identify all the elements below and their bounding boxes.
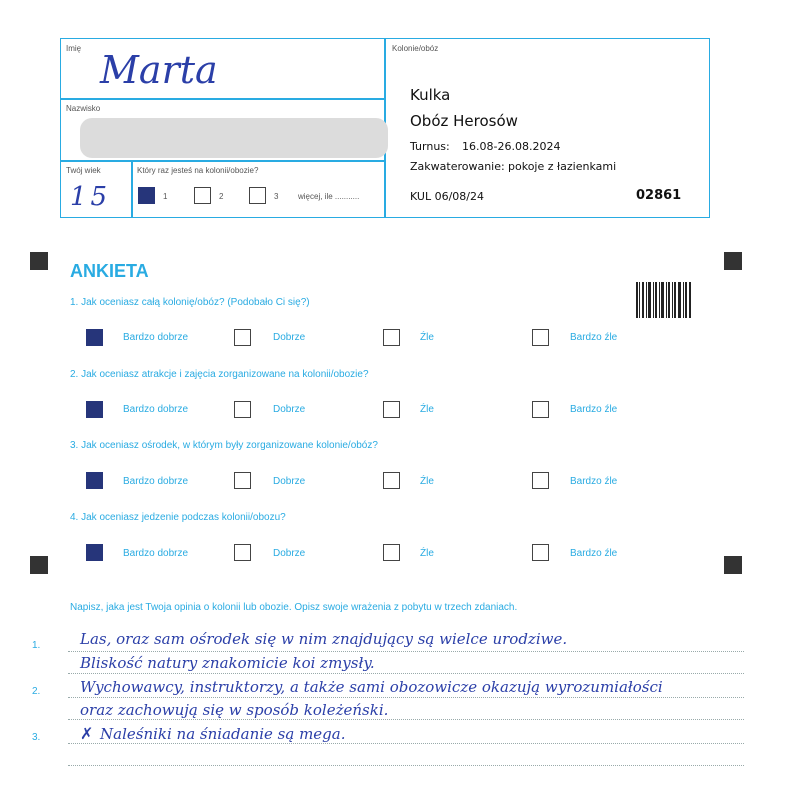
handwritten-answer-2b[interactable]: oraz zachowują się w sposób koleżeński. (80, 701, 389, 719)
q1-checkbox-dobrze[interactable] (234, 329, 251, 346)
form-number: 02861 (636, 188, 682, 203)
ktory-raz-checkbox-3[interactable] (249, 187, 266, 204)
q1-option-bardzo-dobrze: Bardzo dobrze (123, 332, 189, 343)
header-divider-2 (60, 160, 385, 162)
registration-marker-bl (30, 556, 48, 574)
q2-checkbox-dobrze[interactable] (234, 401, 251, 418)
q4-option-zle: Źle (420, 548, 434, 559)
turnus-value: 16.08-26.08.2024 (462, 140, 561, 153)
answer-line-6 (68, 765, 744, 766)
q3-checkbox-zle[interactable] (383, 472, 400, 489)
answer-line-3 (68, 697, 744, 698)
wiek-label: Twój wiek (66, 166, 101, 175)
ktory-raz-checkbox-1[interactable] (138, 187, 155, 204)
q1-checkbox-bardzo-dobrze[interactable] (86, 329, 103, 346)
header-divider-age (131, 160, 133, 218)
q4-checkbox-bardzo-dobrze[interactable] (86, 544, 103, 561)
registration-marker-br (724, 556, 742, 574)
question-4: 4. Jak oceniasz jedzenie podczas kolonii/obozu? (70, 512, 286, 523)
registration-marker-tl (30, 252, 48, 270)
nazwisko-redacted (80, 118, 388, 158)
ktory-raz-option-3: 3 (274, 192, 279, 201)
q4-checkbox-dobrze[interactable] (234, 544, 251, 561)
q2-option-zle: Źle (420, 404, 434, 415)
q3-option-bardzo-zle: Bardzo źle (570, 476, 618, 487)
turnus-label: Turnus: (410, 140, 450, 153)
opinion-number-3: 3. (32, 732, 41, 743)
ktory-raz-checkbox-2[interactable] (194, 187, 211, 204)
q2-option-dobrze: Dobrze (273, 404, 306, 415)
imie-value[interactable]: Marta (100, 48, 218, 92)
crossed-out-mark-icon: ✗ (80, 724, 94, 743)
handwritten-answer-2a[interactable]: Wychowawcy, instruktorzy, a także sami obozowicze okazują wyrozumiałości (80, 678, 663, 696)
q2-checkbox-bardzo-dobrze[interactable] (86, 401, 103, 418)
q3-checkbox-bardzo-dobrze[interactable] (86, 472, 103, 489)
q1-checkbox-zle[interactable] (383, 329, 400, 346)
q1-option-dobrze: Dobrze (273, 332, 306, 343)
barcode-icon (636, 282, 692, 318)
q1-checkbox-bardzo-zle[interactable] (532, 329, 549, 346)
q3-option-bardzo-dobrze: Bardzo dobrze (123, 476, 189, 487)
q4-option-bardzo-dobrze: Bardzo dobrze (123, 548, 189, 559)
answer-line-4 (68, 719, 744, 720)
imie-label: Imię (66, 44, 82, 53)
handwritten-answer-1a[interactable]: Las, oraz sam ośrodek się w nim znajdujący są wielce urodziwe. (80, 630, 568, 648)
zakwaterowanie-label: Zakwaterowanie: (410, 160, 505, 173)
q2-checkbox-zle[interactable] (383, 401, 400, 418)
question-2: 2. Jak oceniasz atrakcje i zajęcia zorganizowane na kolonii/obozie? (70, 369, 369, 380)
q4-checkbox-bardzo-zle[interactable] (532, 544, 549, 561)
ktory-raz-option-2: 2 (219, 192, 224, 201)
handwritten-answer-3[interactable]: Naleśniki na śniadanie są mega. (100, 725, 346, 743)
question-1: 1. Jak oceniasz całą kolonię/obóz? (Podobało Ci się?) (70, 297, 310, 308)
registration-marker-tr (724, 252, 742, 270)
answer-line-5 (68, 743, 744, 744)
q2-checkbox-bardzo-zle[interactable] (532, 401, 549, 418)
answer-line-1 (68, 651, 744, 652)
q2-option-bardzo-zle: Bardzo źle (570, 404, 618, 415)
header-divider-1 (60, 98, 385, 100)
q3-checkbox-bardzo-zle[interactable] (532, 472, 549, 489)
wiecej-label: więcej, ile ........... (298, 192, 360, 201)
q3-checkbox-dobrze[interactable] (234, 472, 251, 489)
q1-option-bardzo-zle: Bardzo źle (570, 332, 618, 343)
question-3: 3. Jak oceniasz ośrodek, w którym były zorganizowane kolonie/obóz? (70, 440, 378, 451)
q3-option-dobrze: Dobrze (273, 476, 306, 487)
nazwisko-label: Nazwisko (66, 104, 101, 113)
zakwaterowanie-value: pokoje z łazienkami (508, 160, 617, 173)
opinion-prompt: Napisz, jaka jest Twoja opinia o kolonii lub obozie. Opisz swoje wrażenia z pobytu w trzech zdaniach. (70, 602, 518, 613)
q1-option-zle: Źle (420, 332, 434, 343)
ktory-raz-option-1: 1 (163, 192, 168, 201)
ktory-raz-label: Który raz jesteś na kolonii/obozie? (137, 166, 259, 175)
q4-option-bardzo-zle: Bardzo źle (570, 548, 618, 559)
kolonie-label: Kolonie/obóz (392, 44, 439, 53)
q2-option-bardzo-dobrze: Bardzo dobrze (123, 404, 189, 415)
q4-option-dobrze: Dobrze (273, 548, 306, 559)
opinion-number-2: 2. (32, 686, 41, 697)
q3-option-zle: Źle (420, 476, 434, 487)
opinion-number-1: 1. (32, 640, 41, 651)
camp-type: Obóz Herosów (410, 112, 518, 130)
survey-title: ANKIETA (70, 261, 149, 281)
q4-checkbox-zle[interactable] (383, 544, 400, 561)
handwritten-answer-1b[interactable]: Bliskość natury znakomicie koi zmysły. (80, 654, 375, 672)
camp-name: Kulka (410, 86, 451, 104)
camp-code: KUL 06/08/24 (410, 190, 484, 203)
wiek-value[interactable]: 15 (70, 182, 112, 212)
answer-line-2 (68, 673, 744, 674)
